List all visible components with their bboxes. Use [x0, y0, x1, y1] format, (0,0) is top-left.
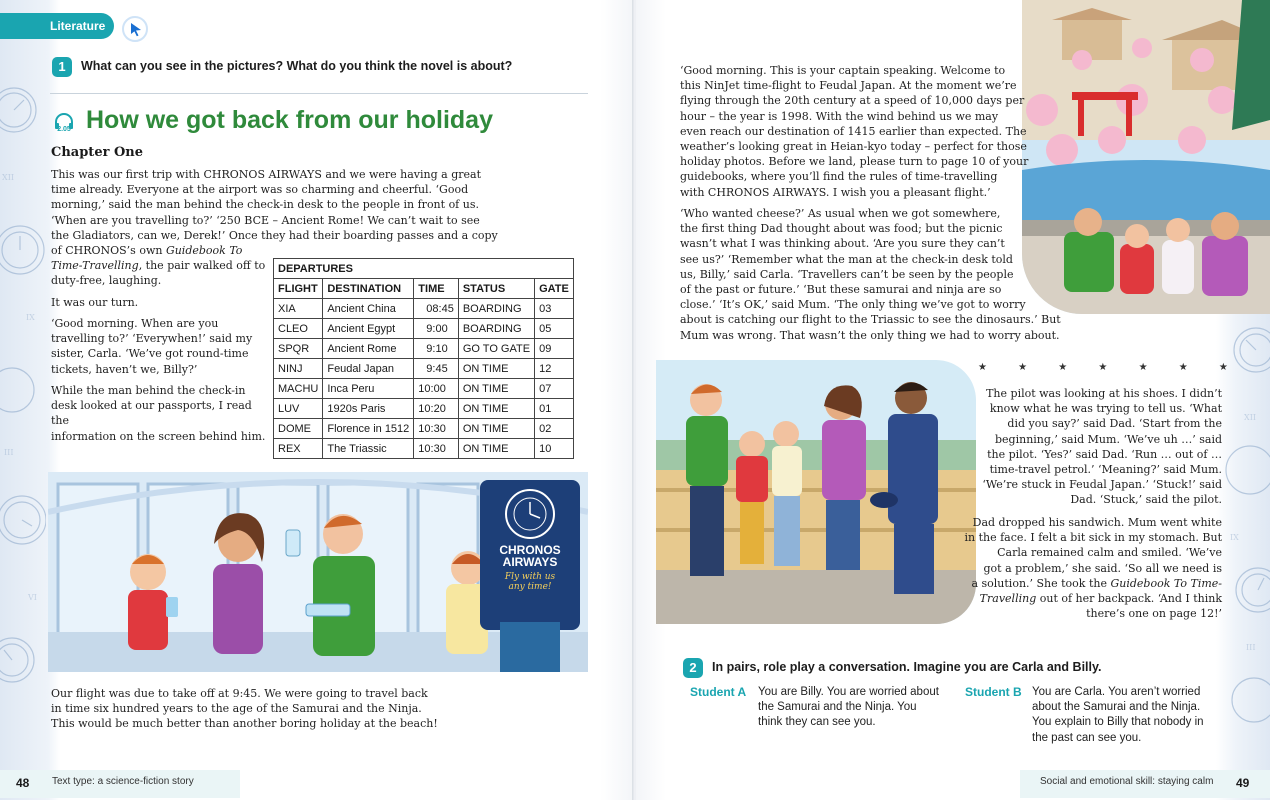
text-line: morning,’ said the man behind the check-in desk to the people in front of us. [51, 198, 479, 212]
text-line: Carla remained calm and smiled. ‘We’ve [997, 546, 1222, 560]
text-line: information on the screen behind him. [51, 429, 266, 443]
student-b-label: Student B [965, 685, 1022, 699]
slogan-line: Fly with us [504, 572, 556, 582]
svg-text:VI: VI [28, 593, 37, 602]
paragraph-2 [51, 295, 266, 310]
table-row [274, 359, 574, 379]
text-line: duty-free, laughing. [51, 274, 162, 288]
table-row [274, 319, 574, 339]
airport-illustration [48, 472, 588, 672]
table-cell: DOME [274, 419, 323, 439]
right-paragraph-2 [680, 206, 1090, 343]
text-line: flying through the 20th century at a speed of 10,000 days per [680, 94, 1025, 108]
text-line: of the past or future.’ ‘But these samurai and ninja are so [680, 283, 1002, 297]
text-line: guidebooks, where you’ll find the rules of time-travelling [680, 170, 998, 184]
text-run: , the pair walked off to [138, 259, 266, 273]
svg-text:III: III [4, 448, 14, 457]
text-line: this NinJet time-flight to Feudal Japan. At the moment we’re [680, 79, 1017, 93]
text-line: think they can see you. [758, 716, 876, 729]
page-number-right: 49 [1236, 776, 1250, 790]
text-line: there’s one on page 12!’ [1086, 607, 1222, 621]
table-cell: 01 [535, 399, 574, 419]
cursor-icon[interactable] [122, 16, 148, 42]
text-line: Dad. ‘Stuck,’ said the pilot. [1070, 493, 1222, 507]
paragraph-1 [51, 167, 501, 243]
table-cell: NINJ [274, 359, 323, 379]
paragraph-5 [51, 686, 501, 732]
table-cell: 9:45 [414, 359, 459, 379]
activity-2-badge: 2 [683, 658, 703, 678]
svg-text:IX: IX [26, 313, 35, 322]
divider-line [50, 93, 588, 94]
activity-1-badge: 1 [52, 57, 72, 77]
text-line: tickets, haven’t we, Billy?’ [51, 362, 198, 376]
table-cell: CLEO [274, 319, 323, 339]
table-cell: ON TIME [458, 359, 534, 379]
table-cell: MACHU [274, 379, 323, 399]
table-cell: 10:00 [414, 379, 459, 399]
paragraph-3 [51, 316, 266, 377]
table-row [274, 399, 574, 419]
text-line: got a problem,’ she said. ‘So all we need is [983, 561, 1222, 575]
table-cell: BOARDING [458, 319, 534, 339]
table-cell: 10:30 [414, 419, 459, 439]
airline-slogan [486, 572, 574, 592]
text-line: close.’ ‘It’s OK,’ said Mum. ‘The only thing we’ve got to worry [680, 298, 1026, 312]
text-line: hour – the year is 1998. With the wind behind us we may [680, 109, 999, 123]
airline-name: AIRWAYS [502, 555, 558, 569]
table-cell: Feudal Japan [323, 359, 414, 379]
guidebook-title: Time-Travelling [51, 259, 139, 273]
text-line: the past can see you. [1032, 731, 1142, 744]
table-header: DESTINATION [323, 279, 414, 299]
text-line: even reach our destination of 1415 earlier than expected. The [680, 124, 1027, 138]
text-line: ‘Good morning. This is your captain speaking. Welcome to [680, 64, 1006, 77]
text-line: Dad dropped his sandwich. Mum went white [972, 516, 1222, 529]
table-header: STATUS [458, 279, 534, 299]
text-line: know what he was trying to tell us. ‘What [989, 402, 1222, 416]
text-line: Mum was wrong. That wasn’t the only thing we had to worry about. [680, 328, 1060, 342]
text-run: a solution.’ She took the [971, 576, 1107, 590]
table-cell: 02 [535, 419, 574, 439]
text-line: beginning,’ said Mum. ‘We’ve uh …’ said [995, 432, 1222, 446]
table-header: TIME [414, 279, 459, 299]
text-run: out of her backpack. ‘And I think [1036, 592, 1222, 606]
text-line: did you say?’ said Dad. ‘Start from the [1007, 417, 1222, 431]
table-cell: Ancient Rome [323, 339, 414, 359]
right-paragraph-1 [680, 63, 1040, 200]
table-cell: REX [274, 439, 323, 459]
paragraph-4 [51, 383, 266, 444]
table-cell: 1920s Paris [323, 399, 414, 419]
guidebook-title: Guidebook To Time- [1110, 576, 1222, 590]
table-cell: The Triassic [323, 439, 414, 459]
text-line: see us?’ ‘Remember what the man at the check-in desk told [680, 252, 1013, 266]
guidebook-title: Guidebook To [165, 244, 243, 257]
student-a-label: Student A [690, 685, 747, 699]
page-number-left: 48 [16, 776, 30, 790]
text-line: us, Billy,’ said Carla. ‘Travellers can’t be seen by the people [680, 267, 1014, 281]
text-line: the first thing Dad thought about was food; but the picnic [680, 222, 1003, 236]
table-cell: 10 [535, 439, 574, 459]
table-cell: ON TIME [458, 399, 534, 419]
departures-caption: DEPARTURES [274, 259, 574, 279]
section-divider-stars: ★ ★ ★ ★ ★ ★ ★ [978, 362, 1242, 373]
table-row [274, 439, 574, 459]
svg-text:IX: IX [1230, 533, 1239, 542]
guidebook-title: Travelling [979, 592, 1037, 606]
svg-text:III: III [1246, 643, 1256, 652]
table-header: GATE [535, 279, 574, 299]
text-line: time already. Everyone at the airport was so charming and cheerful. ‘Good [51, 183, 469, 197]
table-cell: ON TIME [458, 439, 534, 459]
text-line: sister, Carla. ‘We’ve got round-time [51, 347, 249, 361]
activity-1-instruction: What can you see in the pictures? What do you think the novel is about? [81, 59, 513, 73]
text-line: the pilot. ‘Yes?’ said Dad. ‘Run … out of … [987, 447, 1222, 461]
text-line: You are Billy. You are worried about [758, 686, 939, 698]
text-line: with CHRONOS AIRWAYS. I wish you a pleasant flight.’ [680, 185, 991, 199]
paragraph-1-tail [51, 243, 266, 289]
text-line: about the Samurai and the Ninja. [1032, 701, 1201, 714]
text-line: the Gladiators, can we, Derek!’ Once they had their boarding passes and a copy [51, 228, 498, 242]
text-line: You are Carla. You aren’t worried [1032, 686, 1201, 698]
table-row [274, 299, 574, 319]
table-cell: 03 [535, 299, 574, 319]
text-line: about is catching our flight to the Triassic to see the dinosaurs.’ But [680, 313, 1061, 327]
text-line: the Samurai and the Ninja. You [758, 701, 917, 714]
footer-text-type: Text type: a science-fiction story [52, 776, 194, 787]
table-cell: GO TO GATE [458, 339, 534, 359]
table-cell: 10:20 [414, 399, 459, 419]
pilot-illustration [656, 360, 976, 624]
table-cell: XIA [274, 299, 323, 319]
table-cell: ON TIME [458, 379, 534, 399]
table-cell: 9:10 [414, 339, 459, 359]
text-line: The pilot was looking at his shoes. I didn’t [986, 387, 1222, 400]
table-cell: 12 [535, 359, 574, 379]
table-cell: 10:30 [414, 439, 459, 459]
right-page [636, 0, 1270, 800]
text-line: ‘When are you travelling to?’ ‘250 BCE – Ancient Rome! We can’t wait to see [51, 213, 480, 227]
table-cell: 09 [535, 339, 574, 359]
airline-sign [486, 544, 574, 592]
table-cell: 05 [535, 319, 574, 339]
departures-table [273, 258, 574, 459]
text-line: travelling to?’ ‘Everywhen!’ said my [51, 332, 253, 346]
table-cell: 9:00 [414, 319, 459, 339]
svg-text:XII: XII [1244, 413, 1257, 422]
table-cell: Ancient Egypt [323, 319, 414, 339]
story-title: How we got back from our holiday [86, 106, 493, 134]
text-line: ‘Good morning. When are you [51, 317, 219, 330]
text-line: ‘We’re stuck in Feudal Japan.’ ‘Stuck!’ said [982, 478, 1222, 492]
footer-skill: Social and emotional skill: staying calm [1040, 776, 1214, 787]
table-cell: Ancient China [323, 299, 414, 319]
text-line: You explain to Billy that nobody in [1032, 716, 1204, 729]
table-row [274, 339, 574, 359]
section-tag [0, 13, 114, 39]
text-line: in time six hundred years to the age of the Samurai and the Ninja. [51, 702, 422, 716]
table-cell: ON TIME [458, 419, 534, 439]
text-line: holiday photos. Before we land, please turn to page 10 of your [680, 155, 1029, 169]
table-cell: Inca Peru [323, 379, 414, 399]
section-tag-label: Literature [50, 19, 106, 33]
right-paragraph-3 [972, 386, 1222, 508]
text-line: It was our turn. [51, 296, 139, 309]
table-cell: Florence in 1512 [323, 419, 414, 439]
table-cell: LUV [274, 399, 323, 419]
text-line: ‘Who wanted cheese?’ As usual when we got somewhere, [680, 207, 1001, 220]
text-line: wasn’t what I was thinking about. ‘Are you sure they can’t [680, 237, 1005, 251]
svg-text:XII: XII [2, 173, 15, 182]
student-b-text [1032, 685, 1232, 746]
table-header: FLIGHT [274, 279, 323, 299]
table-cell: 07 [535, 379, 574, 399]
clock-border-left-decoration [0, 0, 46, 770]
text-line: This would be much better than another boring holiday at the beach! [51, 717, 438, 731]
text-line: in the face. I felt a bit sick in my stomach. But [964, 531, 1222, 545]
table-row [274, 379, 574, 399]
table-row [274, 419, 574, 439]
slogan-line: any time! [508, 582, 552, 592]
text-run: of CHRONOS’s own [51, 244, 166, 257]
table-cell: 08:45 [414, 299, 459, 319]
text-line: weather’s looking great in Heian-kyo today – perfect for those [680, 140, 1027, 154]
audio-track-number: 2.05 [57, 126, 71, 133]
chapter-heading: Chapter One [51, 145, 144, 160]
left-page [0, 0, 634, 800]
text-line: This was our first trip with CHRONOS AIRWAYS and we were having a great [51, 168, 481, 181]
student-a-text [758, 685, 958, 731]
table-cell: BOARDING [458, 299, 534, 319]
right-paragraph-4 [962, 515, 1222, 621]
table-cell: SPQR [274, 339, 323, 359]
text-line: desk looked at our passports, I read the [51, 399, 252, 428]
text-line: time-travel petrol.’ ‘Meaning?’ said Mum. [989, 463, 1222, 477]
text-line: Our flight was due to take off at 9:45. We were going to travel back [51, 687, 428, 700]
airline-name: CHRONOS [499, 543, 561, 557]
text-line: While the man behind the check-in [51, 384, 246, 397]
activity-2-instruction: In pairs, role play a conversation. Imagine you are Carla and Billy. [712, 660, 1102, 674]
